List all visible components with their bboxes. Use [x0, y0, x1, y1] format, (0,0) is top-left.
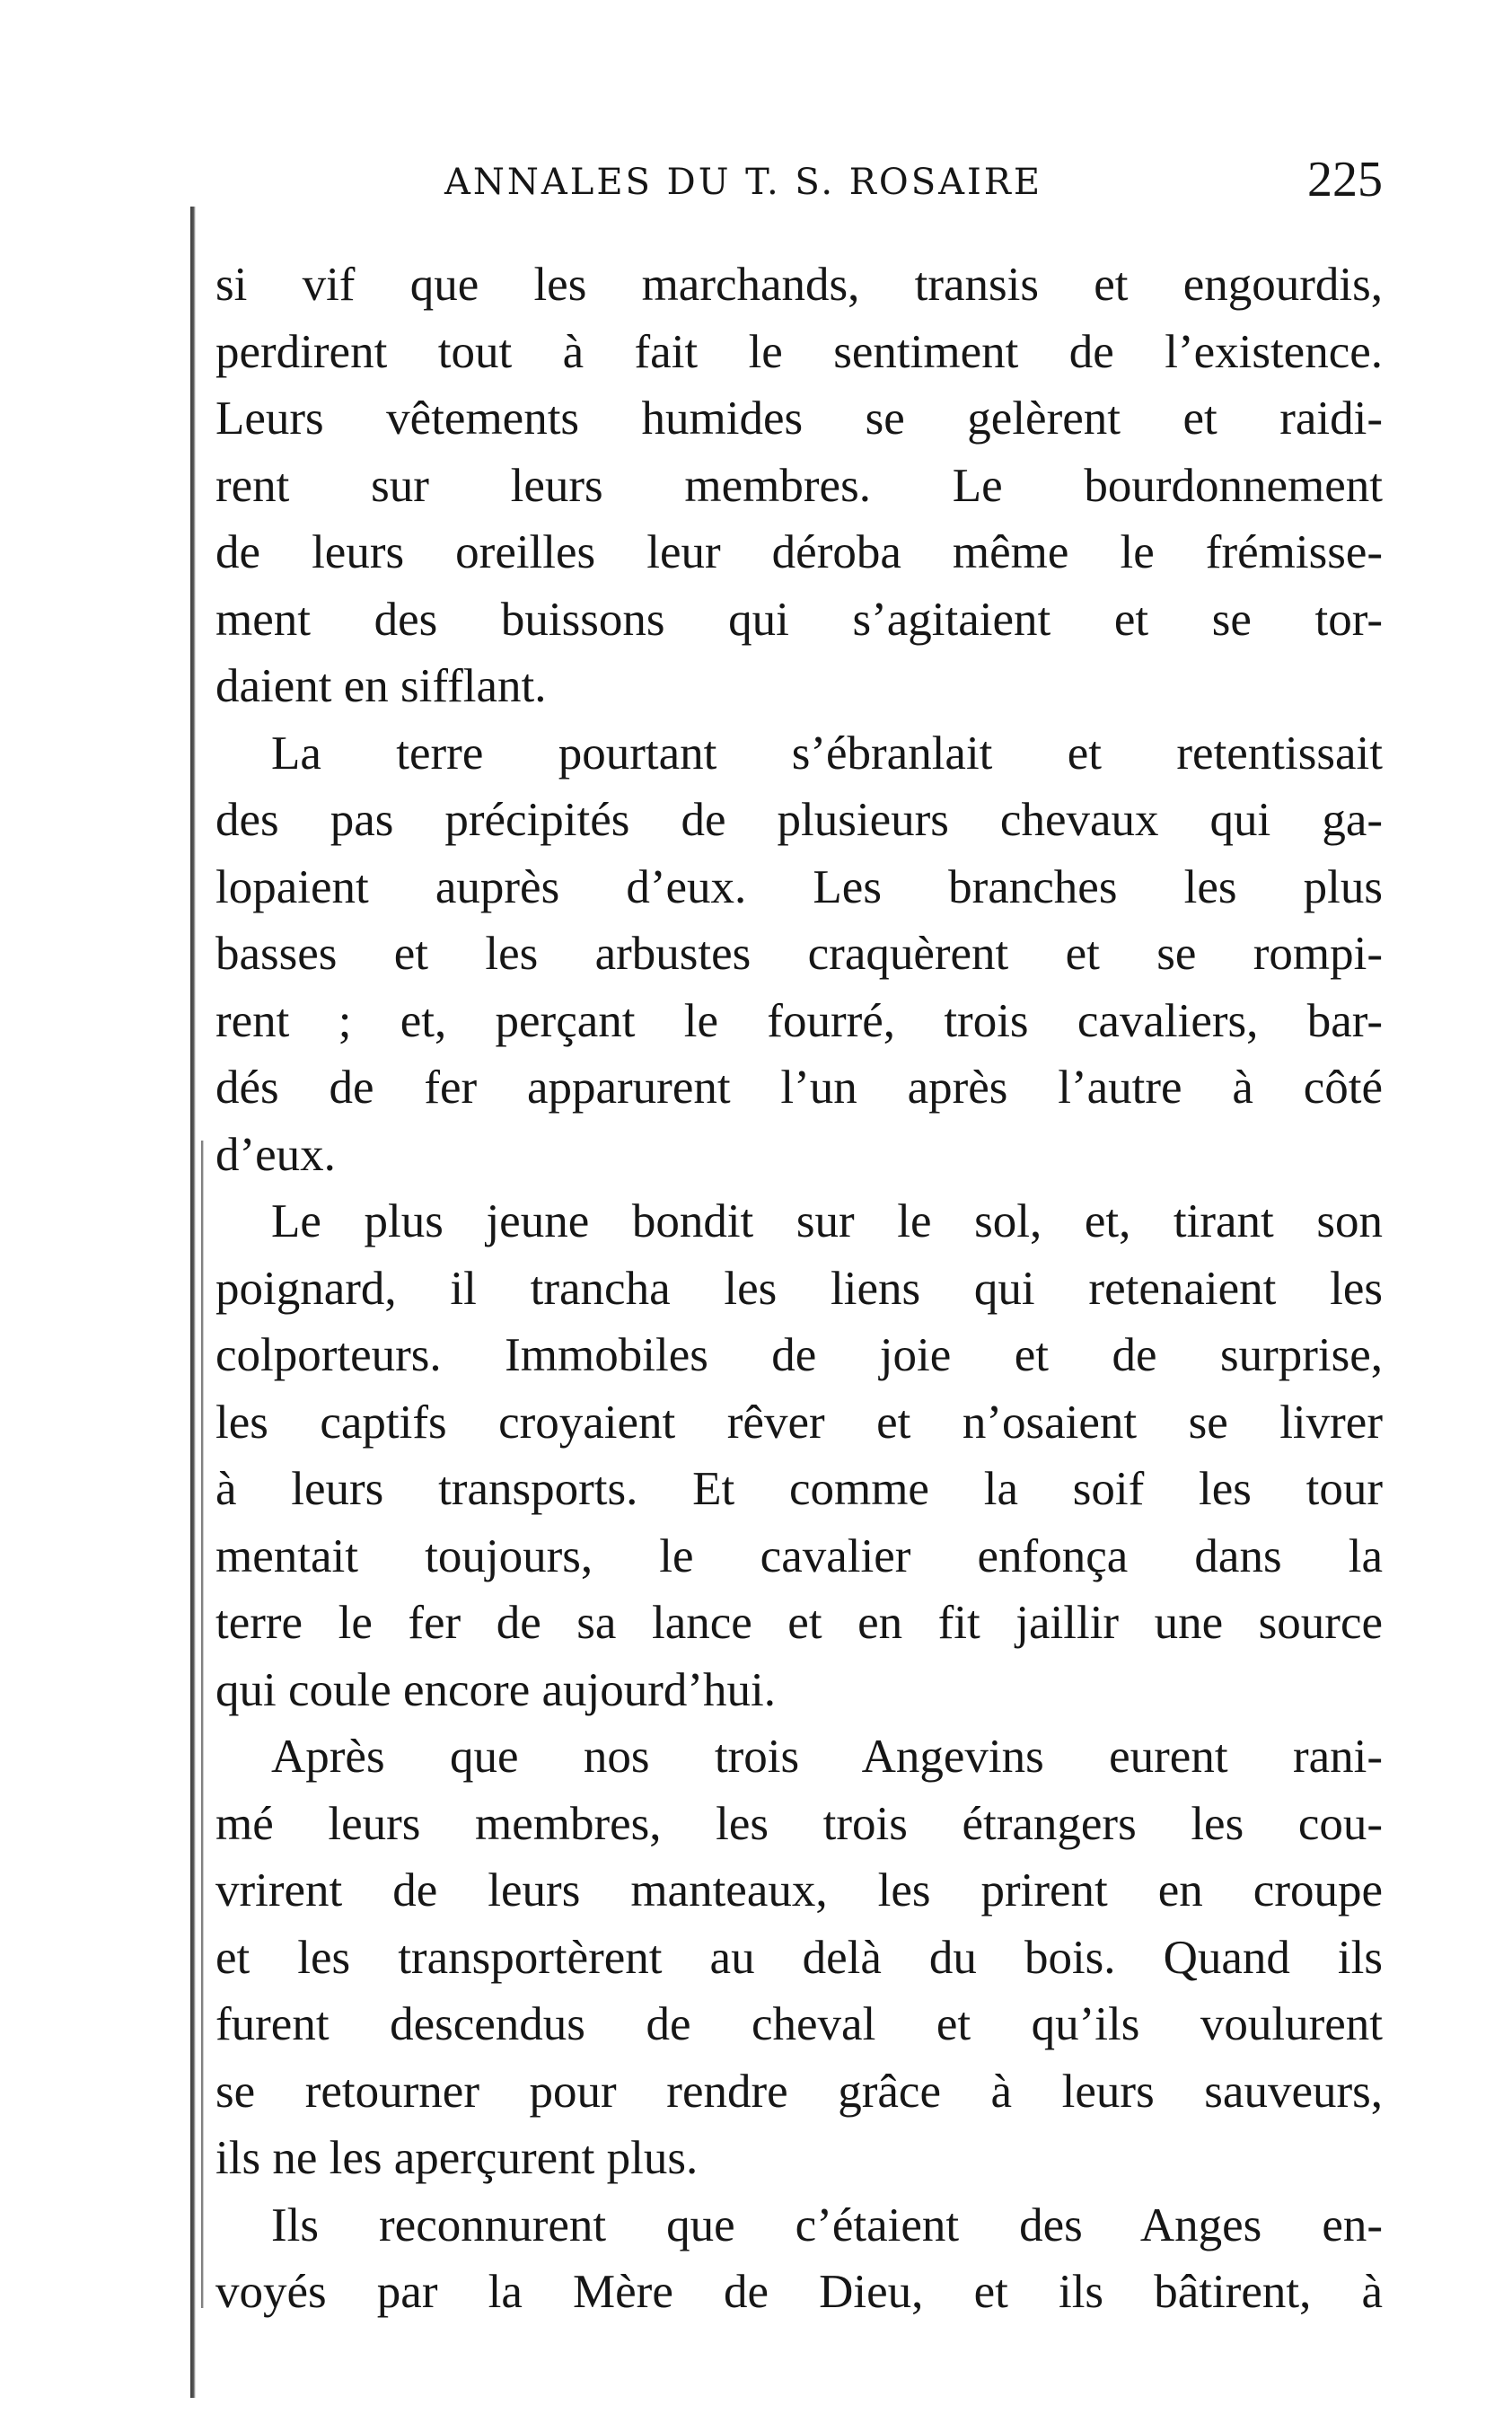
- text-line: mentait toujours, le cavalier enfonça dans la: [215, 1529, 1383, 1582]
- text-line: vrirent de leurs manteaux, les prirent en croupe: [215, 1864, 1383, 1916]
- text-line: terre le fer de sa lance et en fit jaillir une source: [215, 1597, 1383, 1649]
- text-line: rent sur leurs membres. Le bourdonnement: [215, 459, 1383, 512]
- text-line: de leurs oreilles leur déroba même le frémisse-: [215, 526, 1383, 578]
- text-line: basses et les arbustes craquèrent et se rompi-: [215, 928, 1383, 980]
- binding-edge-shadow: [190, 207, 196, 2398]
- text-line: Leurs vêtements humides se gelèrent et raidi-: [215, 392, 1383, 445]
- text-line: furent descendus de cheval et qu’ils voulurent: [215, 1998, 1383, 2050]
- text-line: voyés par la Mère de Dieu, et ils bâtirent, à: [215, 2266, 1383, 2318]
- text-line: colporteurs. Immobiles de joie et de surprise,: [215, 1329, 1383, 1381]
- text-line: daient en sifflant.: [215, 660, 547, 712]
- text-line: mé leurs membres, les trois étrangers les cou-: [215, 1797, 1383, 1850]
- paragraph-start-line: La terre pourtant s’ébranlait et retentissait: [271, 727, 1383, 780]
- binding-edge-shadow-inner: [201, 1141, 204, 2308]
- text-line: ils ne les aperçurent plus.: [215, 2132, 699, 2184]
- paragraph-start-line: Le plus jeune bondit sur le sol, et, tirant son: [271, 1195, 1383, 1247]
- running-head-title: ANNALES DU T. S. ROSAIRE: [444, 162, 1043, 203]
- text-line: poignard, il trancha les liens qui retenaient les: [215, 1262, 1383, 1315]
- text-line: à leurs transports. Et comme la soif les tour: [215, 1463, 1383, 1515]
- text-line: lopaient auprès d’eux. Les branches les plus: [215, 860, 1383, 913]
- text-line: les captifs croyaient rêver et n’osaient se livrer: [215, 1396, 1383, 1449]
- body-text: [215, 251, 1383, 2326]
- running-head: [215, 151, 1383, 214]
- text-line: ment des buissons qui s’agitaient et se tor-: [215, 593, 1383, 646]
- text-line: si vif que les marchands, transis et engourdis,: [215, 259, 1383, 311]
- text-line: dés de fer apparurent l’un après l’autre à côté: [215, 1062, 1383, 1114]
- paragraph-start-line: Ils reconnurent que c’étaient des Anges en-: [271, 2198, 1383, 2251]
- text-line: qui coule encore aujourd’hui.: [215, 1663, 776, 1716]
- text-line: des pas précipités de plusieurs chevaux qui ga-: [215, 794, 1383, 846]
- text-line: et les transportèrent au delà du bois. Quand ils: [215, 1931, 1383, 1984]
- text-line: perdirent tout à fait le sentiment de l’existence.: [215, 325, 1383, 378]
- text-line: rent ; et, perçant le fourré, trois cavaliers, bar-: [215, 994, 1383, 1047]
- page-number: 225: [1307, 152, 1383, 207]
- paragraph-start-line: Après que nos trois Angevins eurent rani-: [271, 1731, 1383, 1783]
- text-line: d’eux.: [215, 1128, 336, 1181]
- text-line: se retourner pour rendre grâce à leurs sauveurs,: [215, 2065, 1383, 2118]
